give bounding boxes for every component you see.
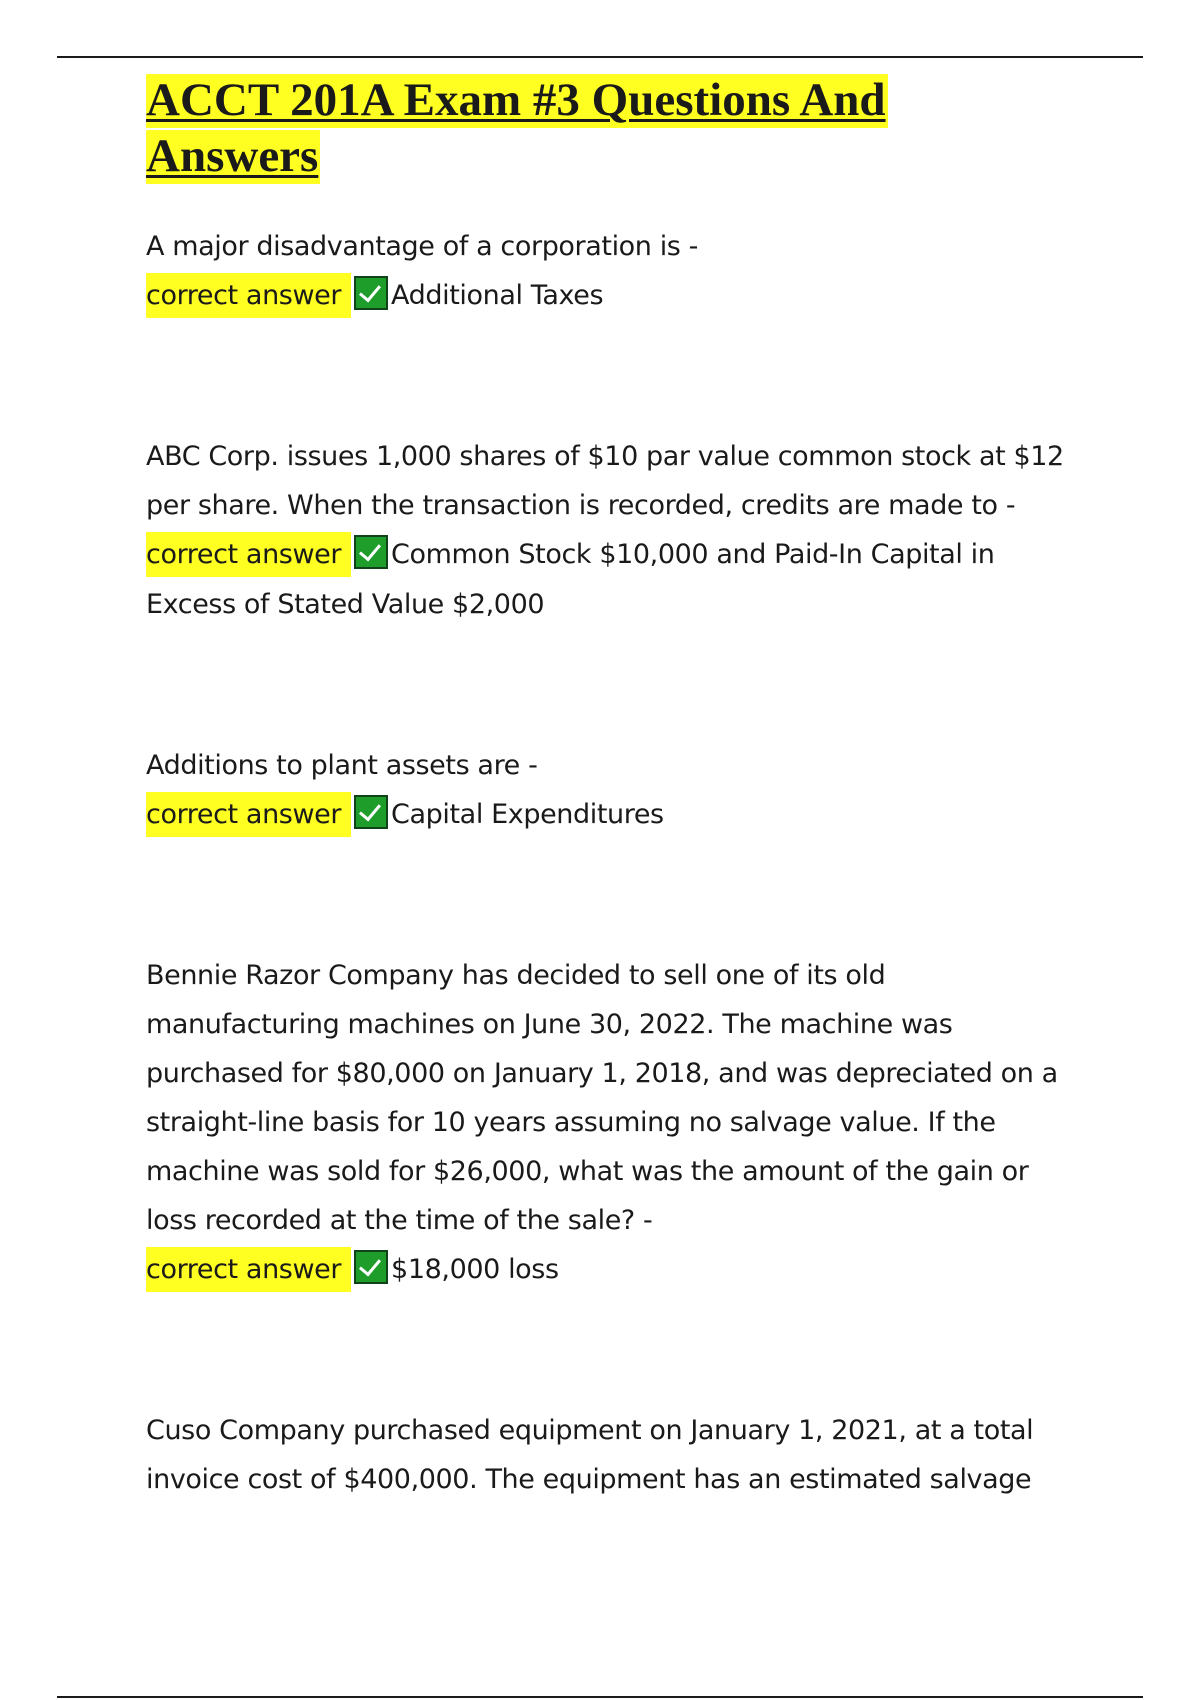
qa-item [146, 951, 1086, 1295]
answer-text: Additional Taxes [391, 280, 604, 311]
answer-line [146, 1245, 1086, 1295]
qa-item [146, 1406, 1086, 1504]
bottom-rule [57, 1696, 1143, 1698]
correct-answer-tag: correct answer [146, 792, 351, 837]
checkmark-icon [354, 276, 388, 310]
top-rule [57, 56, 1143, 58]
checkmark-icon [354, 1250, 388, 1284]
correct-answer-tag: correct answer [146, 1247, 351, 1292]
question-text: Additions to plant assets are - [146, 750, 538, 781]
question-text: Cuso Company purchased equipment on January 1, 2021, at a total invoice cost of $400,000. The equipment has an estimated salvage [146, 1415, 1034, 1495]
correct-answer-tag: correct answer [146, 532, 351, 577]
qa-item [146, 432, 1086, 630]
document-body [146, 72, 1086, 1615]
checkmark-icon [354, 535, 388, 569]
qa-item [146, 222, 1086, 321]
answer-line [146, 271, 1086, 321]
checkmark-icon [354, 795, 388, 829]
answer-text: Capital Expenditures [391, 799, 664, 830]
title-text: ACCT 201A Exam #3 Questions And Answers [146, 74, 886, 182]
answer-line [146, 790, 1086, 840]
qa-item [146, 741, 1086, 840]
question-text: A major disadvantage of a corporation is - [146, 231, 698, 262]
answer-text: $18,000 loss [391, 1254, 559, 1285]
document-title [146, 72, 936, 184]
question-text: Bennie Razor Company has decided to sell one of its old manufacturing machines on June 30, 2022. The machine was purchased for $80,000 on January 1, 2018, and was depreciated on a straight-line basis for 10 years assuming no salvage value. If the machine was sold for $26,000, what was the amount of the gain or loss recorded at the time of the sale? - [146, 960, 1058, 1236]
question-text: ABC Corp. issues 1,000 shares of $10 par value common stock at $12 per share. When the transaction is recorded, credits are made to - [146, 441, 1064, 521]
answer-text: Common Stock $10,000 and Paid-In Capital in Excess of Stated Value $2,000 [146, 539, 995, 620]
correct-answer-tag: correct answer [146, 273, 351, 318]
answer-line [146, 530, 1086, 630]
